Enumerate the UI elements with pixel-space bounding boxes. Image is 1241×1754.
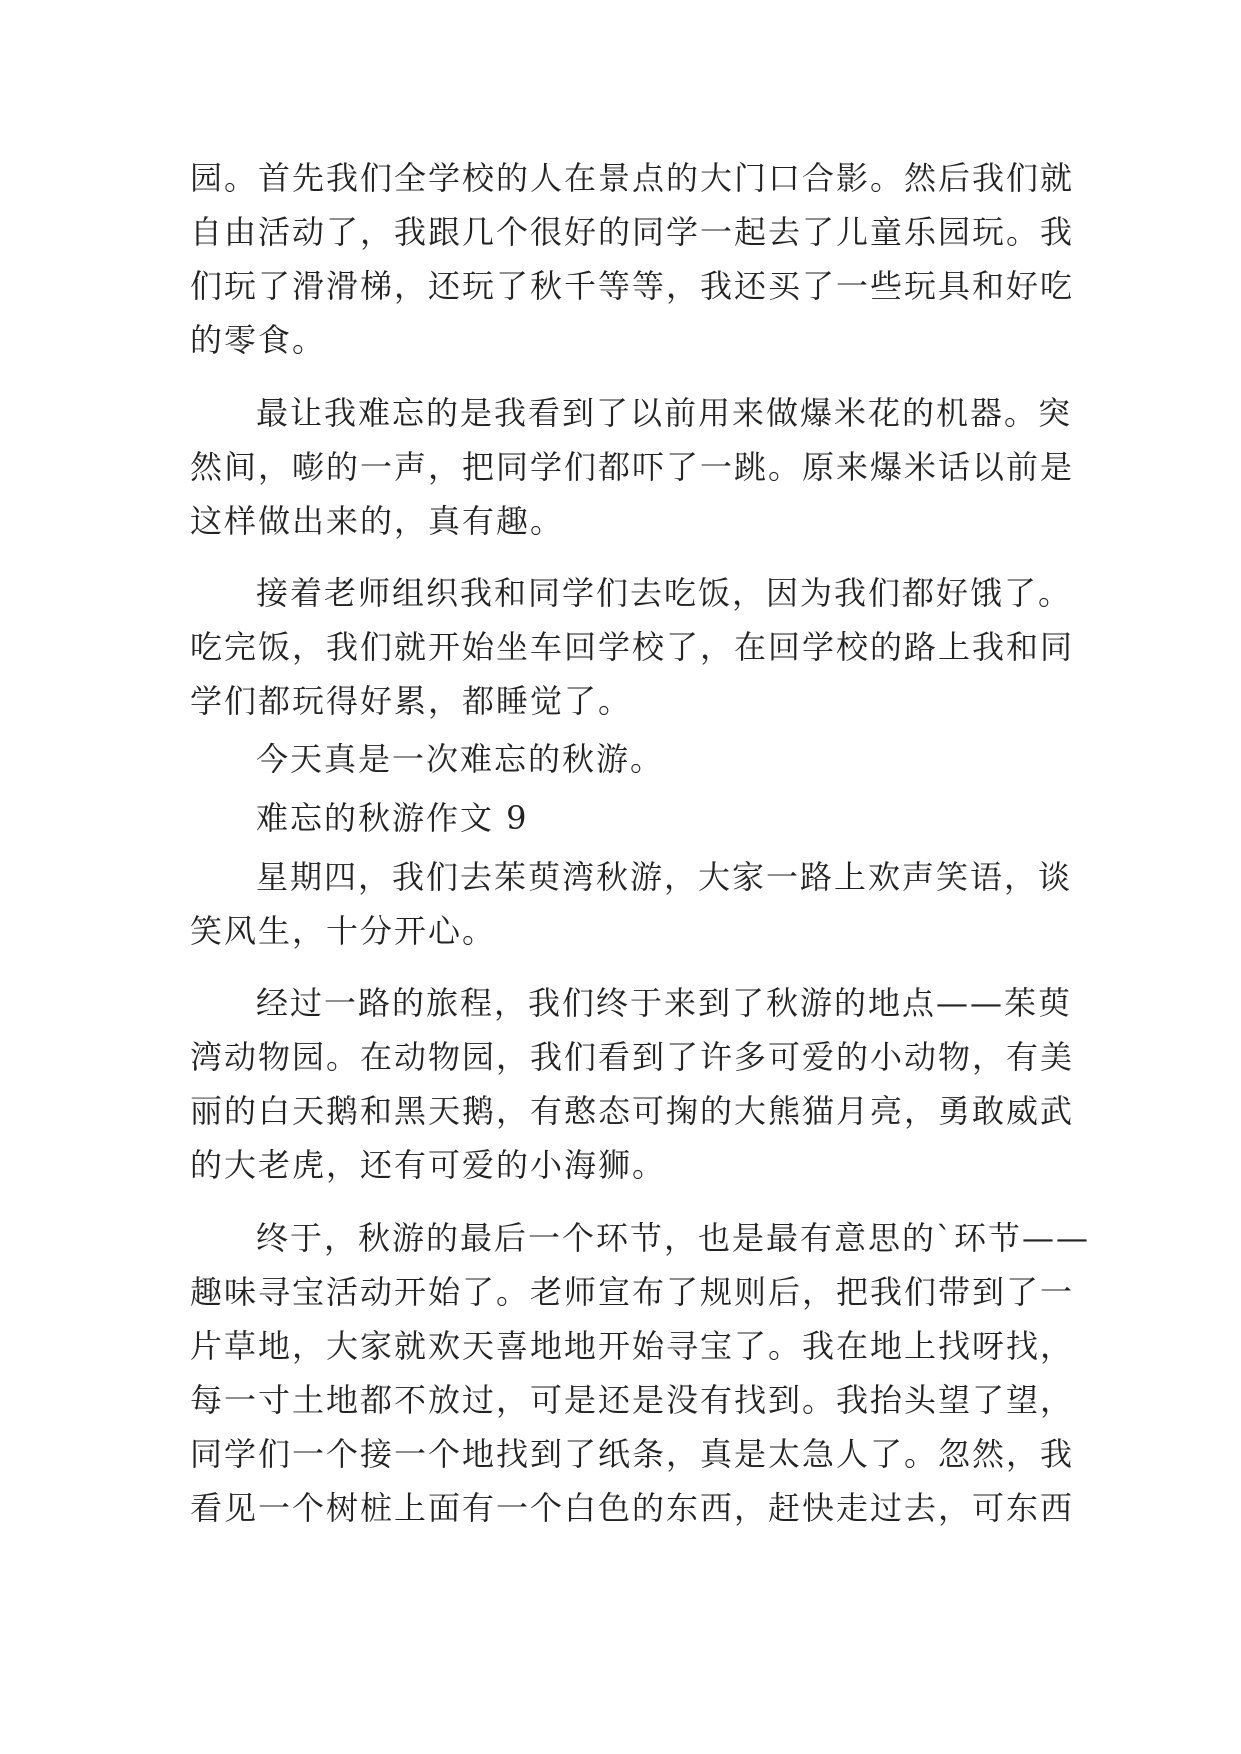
- paragraph-first-line: 最让我难忘的是我看到了以前用来做爆米花的机器。突: [256, 394, 1073, 432]
- text-line: 们玩了滑滑梯，还玩了秋千等等，我还买了一些玩具和好吃: [190, 267, 1075, 305]
- text-line: 这样做出来的，真有趣。: [190, 502, 565, 540]
- text-line: 片草地，大家就欢天喜地地开始寻宝了。我在地上找呀找，: [190, 1327, 1075, 1365]
- text-line: 湾动物园。在动物园，我们看到了许多可爱的小动物，有美: [190, 1038, 1075, 1076]
- text-line: 的大老虎，还有可爱的小海狮。: [190, 1146, 667, 1184]
- section-heading: 难忘的秋游作文 9: [256, 799, 529, 837]
- text-line: 园。首先我们全学校的人在景点的大门口合影。然后我们就: [190, 159, 1075, 197]
- paragraph-first-line: 接着老师组织我和同学们去吃饭，因为我们都好饿了。: [256, 574, 1073, 612]
- text-line: 趣味寻宝活动开始了。老师宣布了规则后，把我们带到了一: [190, 1273, 1075, 1311]
- paragraph-first-line: 星期四，我们去茱萸湾秋游，大家一路上欢声笑语，谈: [256, 858, 1073, 896]
- text-line: 笑风生，十分开心。: [190, 912, 497, 950]
- paragraph-first-line: 经过一路的旅程，我们终于来到了秋游的地点——茱萸: [256, 984, 1073, 1022]
- text-line: 看见一个树桩上面有一个白色的东西，赶快走过去，可东西: [190, 1489, 1075, 1527]
- text-line: 自由活动了，我跟几个很好的同学一起去了儿童乐园玩。我: [190, 213, 1075, 251]
- text-line: 的零食。: [190, 321, 327, 359]
- text-line: 吃完饭，我们就开始坐车回学校了，在回学校的路上我和同: [190, 628, 1075, 666]
- text-line: 然间，嘭的一声，把同学们都吓了一跳。原来爆米话以前是: [190, 448, 1075, 486]
- paragraph-first-line: 终于，秋游的最后一个环节，也是最有意思的`环节——: [256, 1219, 1091, 1257]
- text-line: 同学们一个接一个地找到了纸条，真是太急人了。忽然，我: [190, 1435, 1075, 1473]
- paragraph-first-line: 今天真是一次难忘的秋游。: [256, 740, 665, 778]
- text-line: 学们都玩得好累，都睡觉了。: [190, 682, 633, 720]
- text-line: 每一寸土地都不放过，可是还是没有找到。我抬头望了望，: [190, 1381, 1075, 1419]
- text-line: 丽的白天鹅和黑天鹅，有憨态可掬的大熊猫月亮，勇敢威武: [190, 1092, 1075, 1130]
